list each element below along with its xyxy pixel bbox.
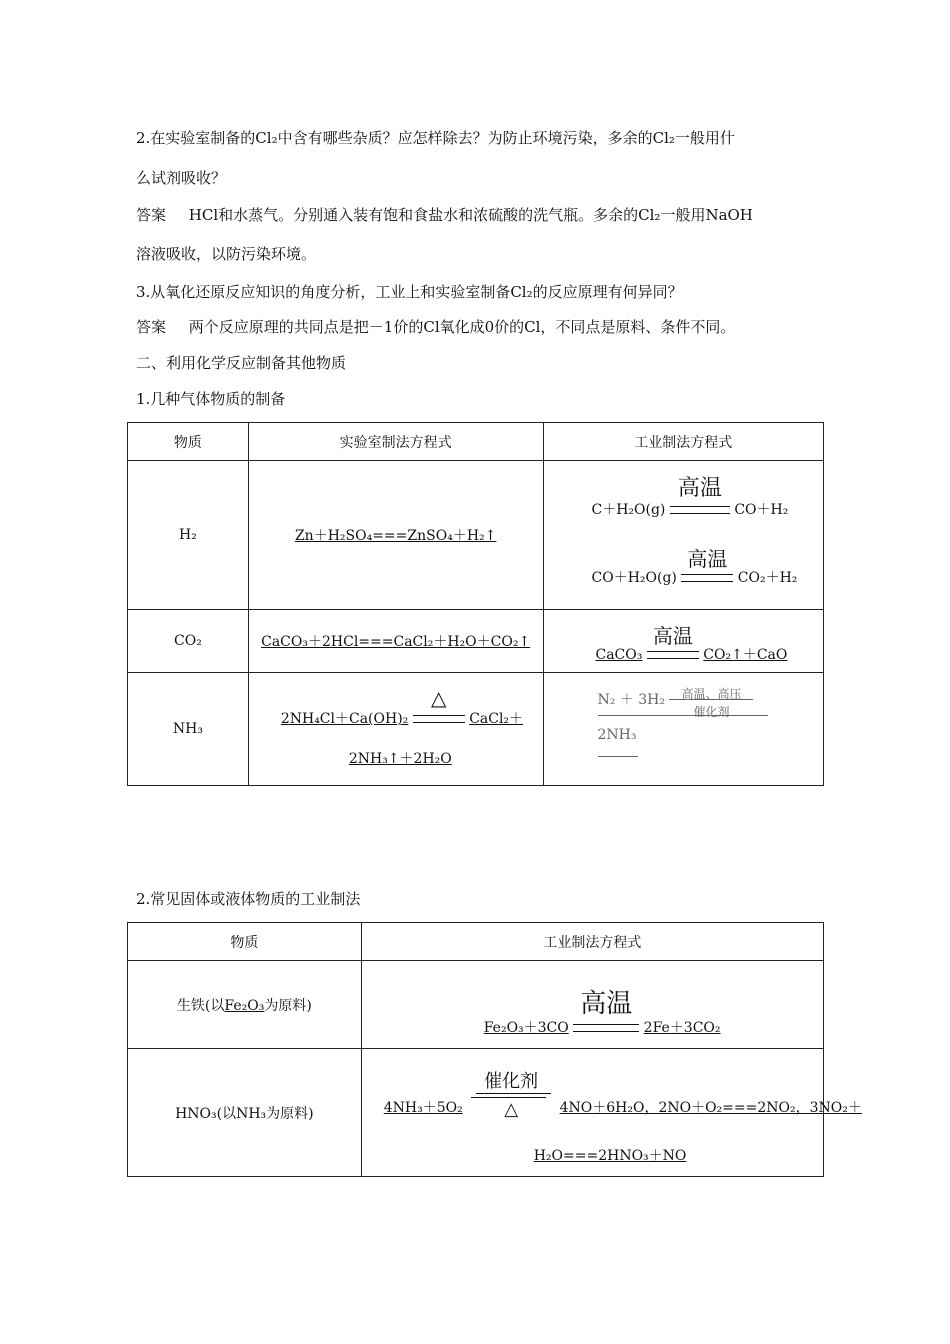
hno3-eq-line2: H₂O===2HNO₃＋NO (533, 1148, 687, 1164)
answer-text: 两个反应原理的共同点是把－1价的Cl氧化成0价的Cl，不同点是原料、条件不同。 (188, 318, 736, 336)
substance-pig-iron: 生铁(以Fe₂O₃为原料) (128, 961, 362, 1049)
q2-line2: 么试剂吸收？ (136, 169, 227, 187)
co2-eq: CaCO₃ 高温 CO₂↑＋CaO (596, 644, 788, 664)
industrial-preparation-table (127, 922, 862, 1177)
substance-nh3: NH₃ (128, 673, 249, 786)
header-substance: 物质 (128, 423, 249, 461)
industrial-h2 (543, 461, 824, 610)
substance-co2: CO₂ (128, 610, 249, 673)
h2-eq2: CO＋H₂O(g) 高温 CO₂＋H₂ (592, 567, 798, 587)
answer-label: 答案 (136, 206, 167, 224)
table1-caption: 1.几种气体物质的制备 (136, 390, 286, 408)
industrial-hno3 (361, 1049, 862, 1177)
industrial-nh3 (543, 673, 824, 786)
header-lab: 实验室制法方程式 (248, 423, 543, 461)
lab-co2: CaCO₃＋2HCl===CaCl₂＋H₂O＋CO₂↑ (248, 610, 543, 673)
header-industrial: 工业制法方程式 (361, 923, 823, 961)
table2-caption: 2.常见固体或液体物质的工业制法 (136, 890, 361, 908)
heat-triangle-icon: △ (431, 686, 447, 710)
lab-nh3 (248, 673, 543, 786)
high-temp-condition: 高温 (580, 989, 633, 1019)
iron-eq: Fe₂O₃＋3CO 高温 2Fe＋3CO₂ (484, 1017, 721, 1037)
header-industrial: 工业制法方程式 (543, 423, 824, 461)
reversible-arrow-icon: 高温、高压 催化剂 (669, 693, 753, 707)
industrial-pig-iron (361, 961, 823, 1049)
high-temp-condition: 高温 (652, 624, 693, 648)
nh3-lab-eq: 2NH₄Cl＋Ca(OH)₂ △ CaCl₂＋ (280, 686, 524, 727)
q2-answer-line2: 溶液吸收，以防污染环境。 (136, 245, 317, 263)
nh3-lab-eq-line2: 2NH₃↑＋2H₂O (348, 751, 452, 767)
hno3-eq: 4NH₃＋5O₂ 催化剂 △ 4NO＋6H₂O，2NO＋O₂===2NO₂，3NO₂＋ (383, 1071, 862, 1120)
reversible-arrow-icon: 催化剂 △ (471, 1103, 551, 1113)
high-temp-condition: 高温 (687, 547, 728, 571)
gas-preparation-table (127, 422, 824, 786)
high-temp-condition: 高温 (677, 476, 722, 501)
q2-line1: 2.在实验室制备的Cl₂中含有哪些杂质？应怎样除去？为防止环境污染，多余的Cl₂一般用什 (136, 129, 735, 147)
answer-label: 答案 (136, 318, 167, 336)
substance-h2: H₂ (128, 461, 249, 610)
h2-eq1: C＋H₂O(g) 高温 CO＋H₂ (592, 499, 789, 519)
heat-triangle-icon: △ (504, 1099, 519, 1120)
q2-answer-line1 (136, 205, 753, 225)
section-title: 二、利用化学反应制备其他物质 (136, 354, 347, 372)
header-substance: 物质 (128, 923, 362, 961)
lab-h2: Zn＋H₂SO₄===ZnSO₄＋H₂↑ (248, 461, 543, 610)
nh3-industrial-eq: N₂ ＋ 3H₂ 高温、高压 催化剂 (598, 689, 754, 709)
nh3-industrial-eq-line2: 2NH₃ (597, 727, 637, 743)
q3-line1: 3.从氧化还原反应知识的角度分析，工业上和实验室制备Cl₂的反应原理有何异同？ (136, 283, 683, 301)
answer-text: HCl和水蒸气。分别通入装有饱和食盐水和浓硫酸的洗气瓶。多余的Cl₂一般用NaOH (188, 206, 753, 224)
substance-hno3: HNO₃(以NH₃为原料) (128, 1049, 362, 1177)
industrial-co2 (543, 610, 824, 673)
q3-answer-line1 (136, 317, 735, 337)
